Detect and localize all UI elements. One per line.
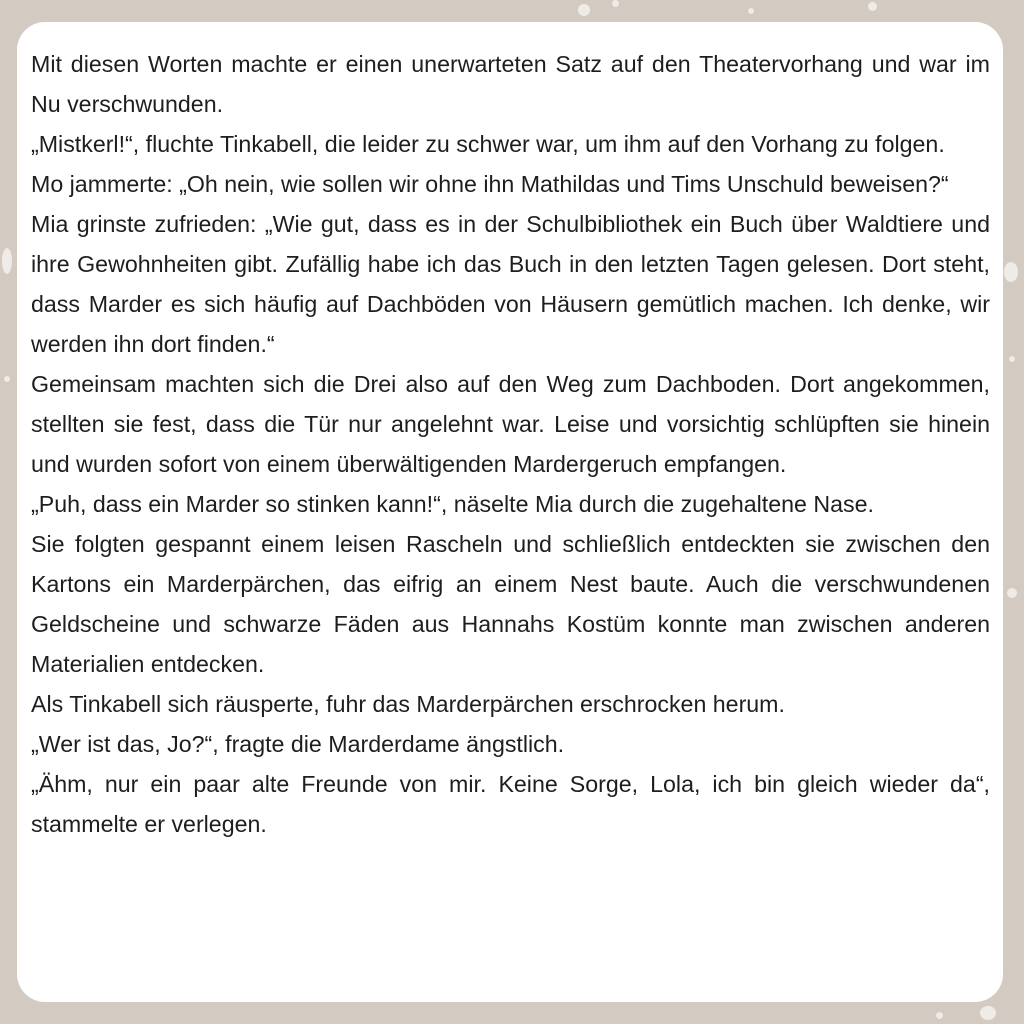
story-paragraph-7: Sie folgten gespannt einem leisen Rascheln und schließlich entdeckten sie zwischen den Kartons ein Marderpärchen, das eifrig an einem Nest baute. Auch die verschwundenen Geldscheine und schwarze Fäden aus Hannahs Kostüm konnte man zwischen anderen Materialien entdecken. xyxy=(31,531,990,677)
background-splash xyxy=(748,8,754,14)
background-splash xyxy=(1009,356,1015,362)
background-splash xyxy=(612,0,619,7)
story-paragraph-2: „Mistkerl!“, fluchte Tinkabell, die leider zu schwer war, um ihm auf den Vorhang zu folgen. xyxy=(31,131,945,157)
background-splash xyxy=(4,376,10,382)
story-paragraph-9: „Wer ist das, Jo?“, fragte die Marderdame ängstlich. xyxy=(31,731,565,757)
story-paragraph-5: Gemeinsam machten sich die Drei also auf den Weg zum Dachboden. Dort angekommen, stellten sie fest, dass die Tür nur angelehnt war. Leise und vorsichtig schlüpften sie hinein und wurden sofort von einem überwältigenden Mardergeruch empfangen. xyxy=(31,371,990,477)
story-paragraph-4: Mia grinste zufrieden: „Wie gut, dass es in der Schulbibliothek ein Buch über Waldtiere und ihre Gewohnheiten gibt. Zufällig habe ich das Buch in den letzten Tagen gelesen. Dort steht, dass Marder es sich häufig auf Dachböden von Häusern gemütlich machen. Ich denke, wir werden ihn dort finden.“ xyxy=(31,211,990,357)
background-splash xyxy=(2,248,12,274)
story-paragraph-3: Mo jammerte: „Oh nein, wie sollen wir ohne ihn Mathildas und Tims Unschuld beweisen?“ xyxy=(31,171,949,197)
story-card xyxy=(17,22,1003,1002)
background-splash xyxy=(936,1012,943,1019)
story-paragraph-10: „Ähm, nur ein paar alte Freunde von mir. Keine Sorge, Lola, ich bin gleich wieder da“, stammelte er verlegen. xyxy=(31,771,990,837)
story-paragraph-1: Mit diesen Worten machte er einen unerwarteten Satz auf den Theatervorhang und war im Nu verschwunden. xyxy=(31,51,990,117)
background-splash xyxy=(980,1006,996,1020)
story-paragraph-6: „Puh, dass ein Marder so stinken kann!“, näselte Mia durch die zugehaltene Nase. xyxy=(31,491,874,517)
background-splash xyxy=(868,2,877,11)
background-splash xyxy=(1007,588,1017,598)
background-splash xyxy=(578,4,590,16)
background-splash xyxy=(1004,262,1018,282)
story-paragraph-8: Als Tinkabell sich räusperte, fuhr das Marderpärchen erschrocken herum. xyxy=(31,691,785,717)
